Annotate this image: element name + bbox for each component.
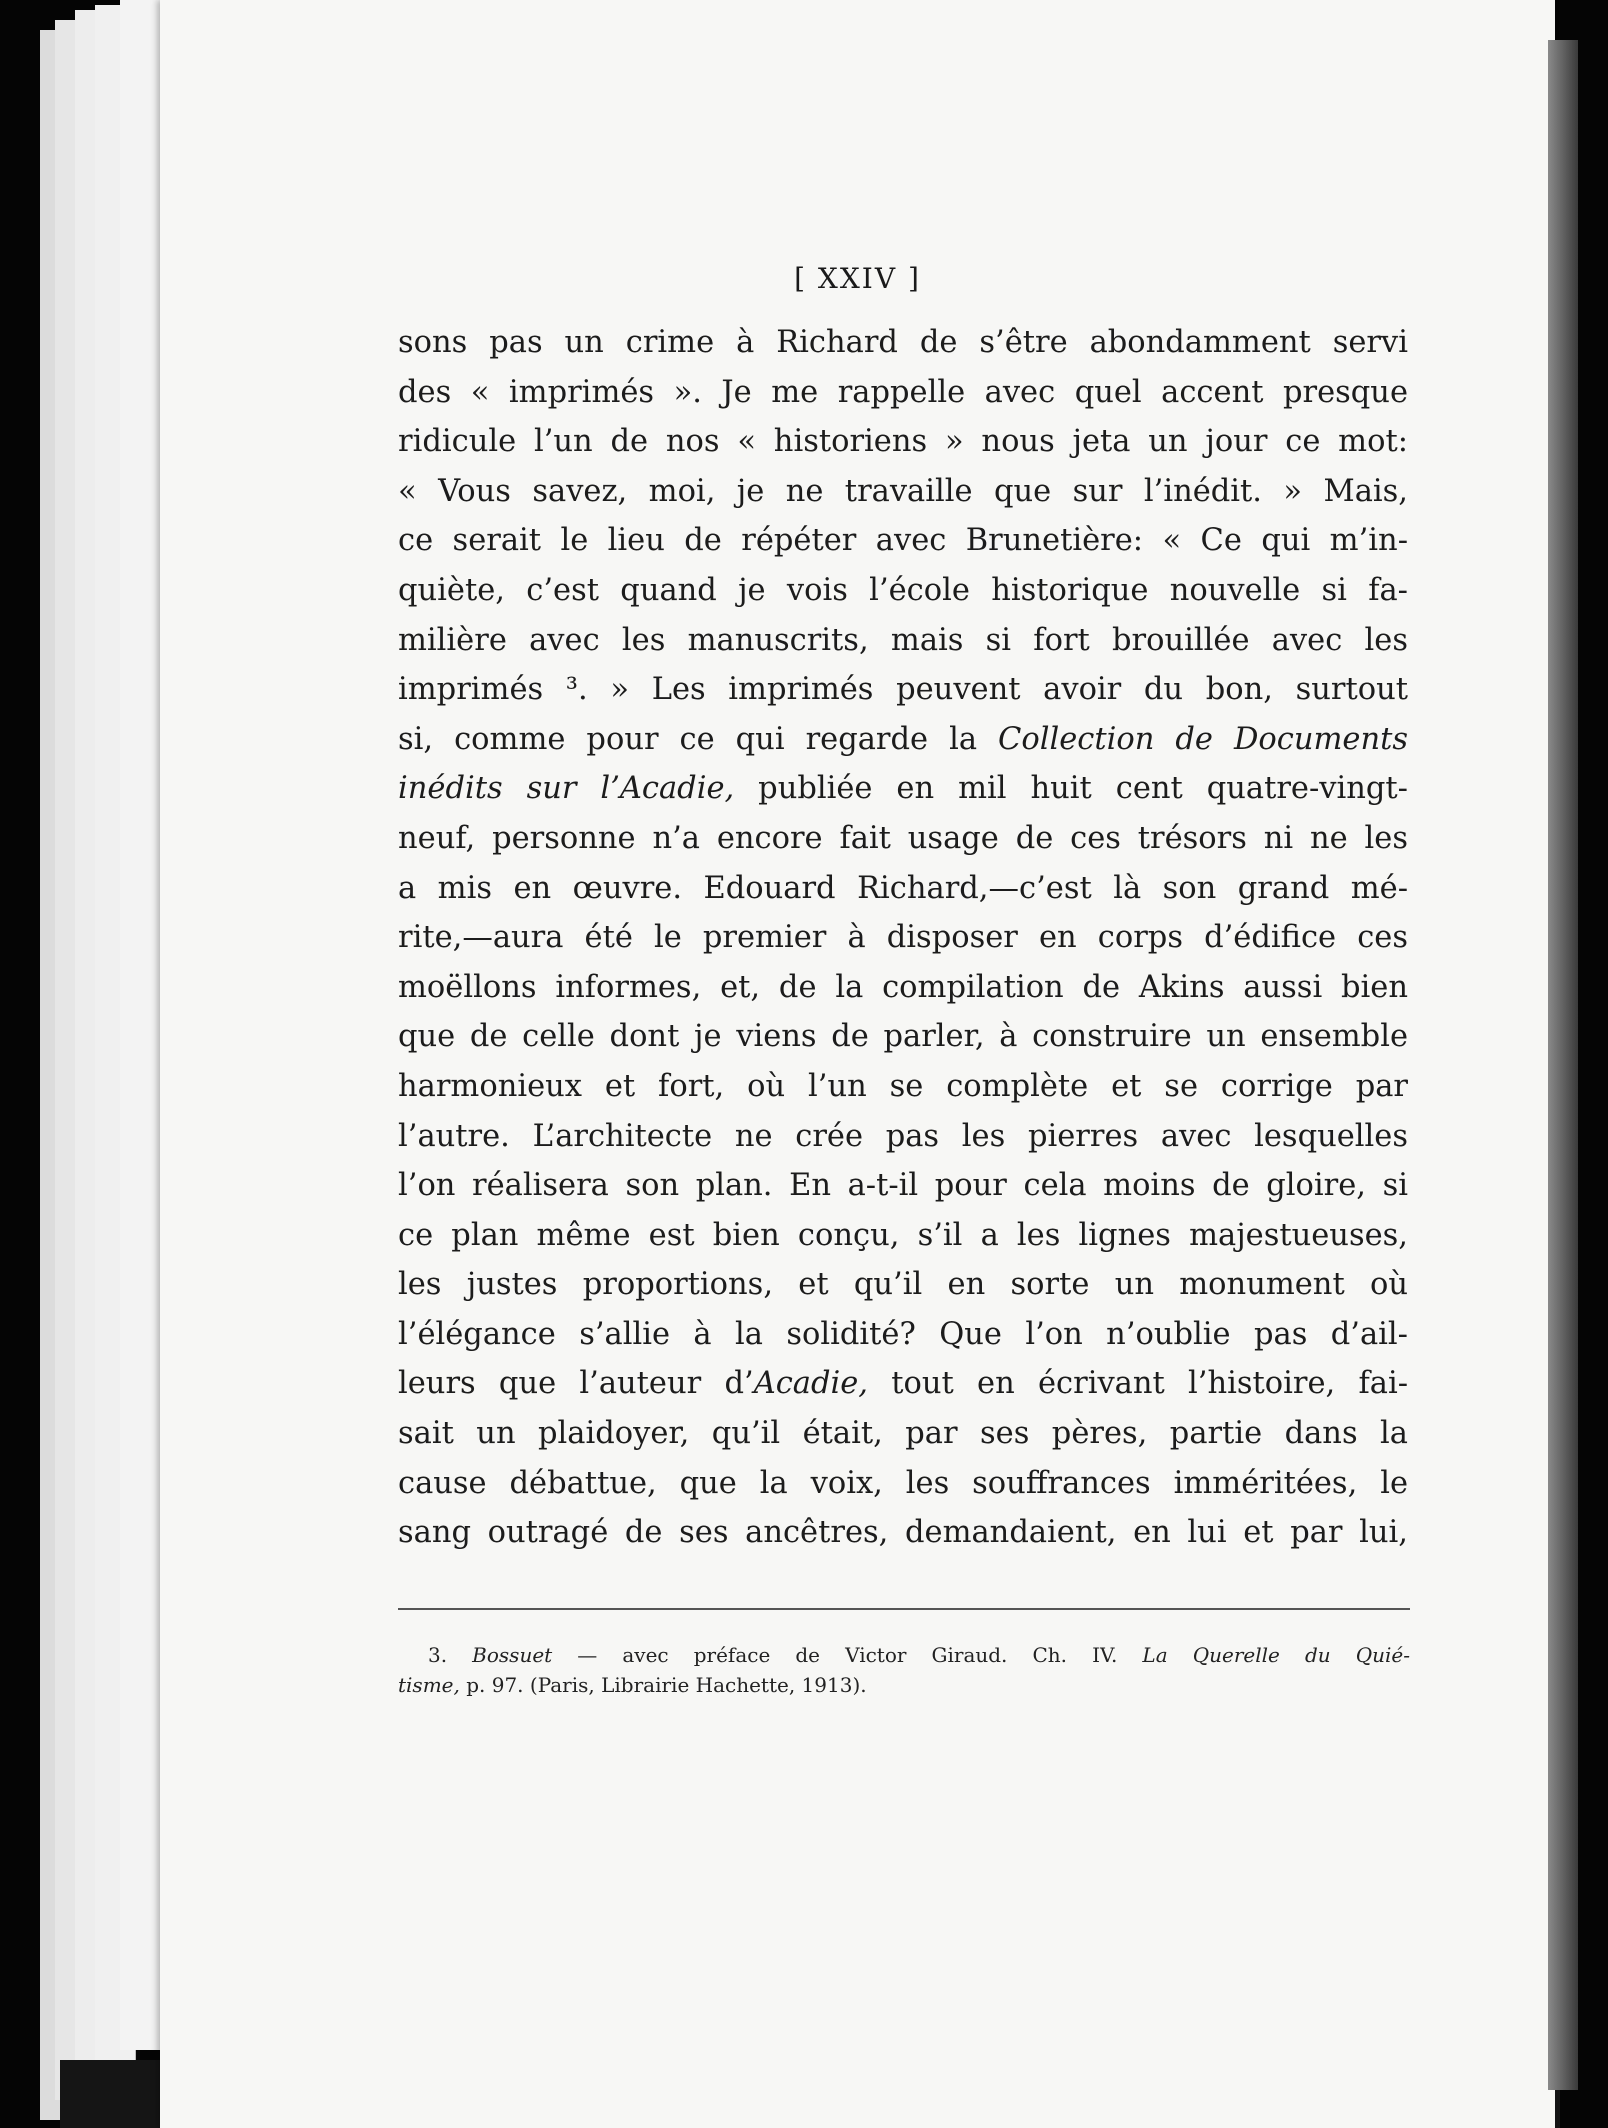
text-line: rite,—aura été le premier à disposer en corps d’édifice ces bbox=[398, 920, 1408, 956]
text-line: les justes proportions, et qu’il en sorte un monument où bbox=[398, 1267, 1408, 1303]
text-line: inédits sur l’Acadie, publiée en mil huit cent quatre-vingt- bbox=[398, 771, 1408, 807]
text-line: quiète, c’est quand je vois l’école historique nouvelle si fa- bbox=[398, 572, 1408, 608]
text-line: neuf, personne n’a encore fait usage de ces trésors ni ne les bbox=[398, 820, 1408, 856]
text-line: que de celle dont je viens de parler, à construire un ensemble bbox=[398, 1019, 1408, 1055]
text-line: sons pas un crime à Richard de s’être abondamment servi bbox=[398, 325, 1408, 360]
text-line: « Vous savez, moi, je ne travaille que sur l’inédit. » Mais, bbox=[398, 473, 1408, 509]
text-line: sait un plaidoyer, qu’il était, par ses pères, partie dans la bbox=[398, 1416, 1408, 1452]
text-line: imprimés ³. » Les imprimés peuvent avoir du bon, surtout bbox=[398, 672, 1408, 708]
text-line: si, comme pour ce qui regarde la Collection de Documents bbox=[398, 721, 1409, 757]
text-line: l’élégance s’allie à la solidité? Que l’on n’oublie pas d’ail- bbox=[398, 1316, 1408, 1352]
footnote-line: tisme, p. 97. (Paris, Librairie Hachette, 1913). bbox=[398, 1673, 867, 1697]
footnote-line: 3. Bossuet — avec préface de Victor Giraud. Ch. IV. La Querelle du Quié- bbox=[428, 1643, 1410, 1667]
page-right-edge bbox=[1548, 40, 1578, 2090]
text-line: sang outragé de ses ancêtres, demandaient, en lui et par lui, bbox=[398, 1515, 1408, 1551]
text-line: cause débattue, que la voix, les souffrances imméritées, le bbox=[398, 1465, 1408, 1501]
text-line: des « imprimés ». Je me rappelle avec quel accent presque bbox=[398, 374, 1408, 410]
footnote-rule bbox=[398, 1608, 1410, 1610]
text-line: milière avec les manuscrits, mais si fort brouillée avec les bbox=[398, 622, 1408, 658]
text-line: ce plan même est bien conçu, s’il a les lignes majestueuses, bbox=[398, 1217, 1408, 1253]
text-line: ridicule l’un de nos « historiens » nous jeta un jour ce mot: bbox=[398, 424, 1408, 460]
text-line: l’on réalisera son plan. En a-t-il pour cela moins de gloire, si bbox=[398, 1168, 1408, 1204]
page-number-header: [ XXIV ] bbox=[794, 262, 921, 295]
text-line: harmonieux et fort, où l’un se complète et se corrige par bbox=[398, 1068, 1408, 1104]
text-line: a mis en œuvre. Edouard Richard,—c’est là son grand mé- bbox=[398, 870, 1408, 906]
text-line: ce serait le lieu de répéter avec Brunetière: « Ce qui m’in- bbox=[398, 523, 1408, 559]
text-line: l’autre. L’architecte ne crée pas les pierres avec lesquelles bbox=[398, 1118, 1408, 1154]
footnote bbox=[398, 1640, 1410, 1700]
text-line: moëllons informes, et, de la compilation de Akins aussi bien bbox=[398, 969, 1408, 1005]
text-line: leurs que l’auteur d’Acadie, tout en écrivant l’histoire, fai- bbox=[398, 1366, 1408, 1402]
body-text bbox=[398, 318, 1408, 1558]
